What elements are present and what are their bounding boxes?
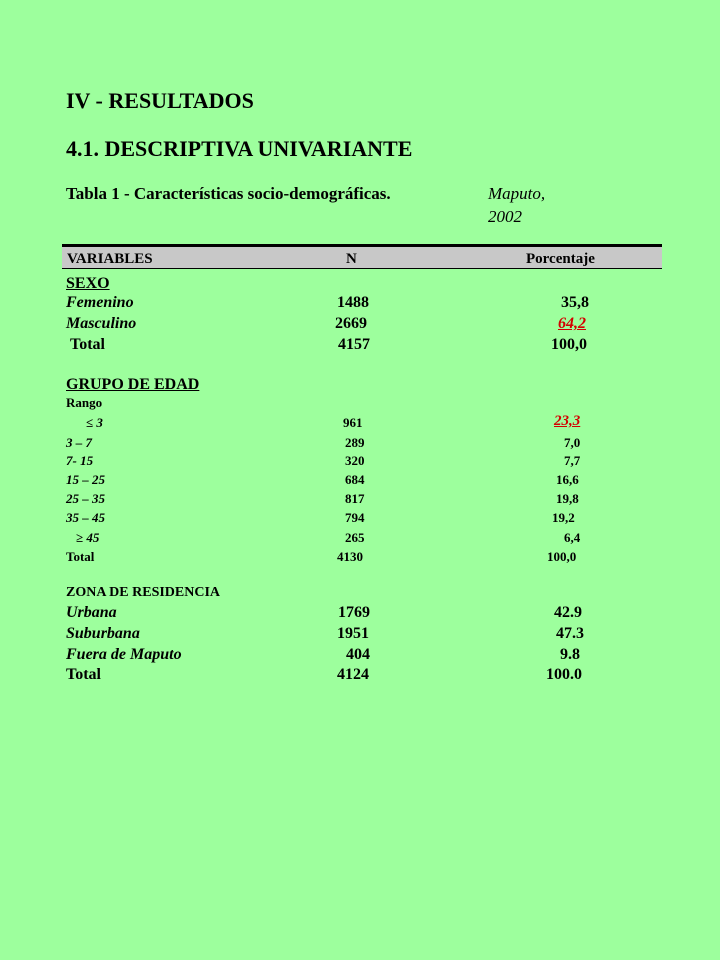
row-n: 4130 — [337, 549, 363, 564]
row-label: 35 – 45 — [66, 510, 105, 525]
table-caption-year: 2002 — [488, 207, 522, 226]
header-n: N — [346, 251, 357, 267]
header-porcentaje: Porcentaje — [526, 251, 595, 267]
row-pct: 7,7 — [564, 453, 581, 468]
table-header-rule — [62, 268, 662, 269]
row-pct: 19,8 — [556, 491, 579, 506]
row-n: 1488 — [337, 294, 369, 311]
row-label: ≤ 3 — [86, 415, 103, 430]
row-n: 794 — [345, 510, 365, 525]
row-label: Total — [66, 666, 101, 683]
row-pct: 35,8 — [561, 294, 589, 311]
row-pct: 6,4 — [564, 530, 581, 545]
row-label: Fuera de Maputo — [66, 646, 182, 663]
row-pct: 42.9 — [554, 604, 582, 621]
row-n: 404 — [346, 646, 370, 663]
row-n: 4157 — [338, 336, 370, 353]
row-n: 289 — [345, 435, 365, 450]
row-label: 25 – 35 — [66, 491, 105, 506]
row-label: ≥ 45 — [76, 530, 100, 545]
row-label: Suburbana — [66, 625, 140, 642]
row-label: Urbana — [66, 604, 117, 621]
row-pct: 47.3 — [556, 625, 584, 642]
row-pct-highlighted: 23,3 — [554, 413, 581, 429]
row-label: 7- 15 — [66, 453, 94, 468]
row-label: Total — [66, 549, 95, 564]
row-pct: 7,0 — [564, 435, 581, 450]
row-label: 15 – 25 — [66, 472, 105, 487]
section-zona-title: ZONA DE RESIDENCIA — [66, 585, 221, 600]
row-label: 3 – 7 — [66, 435, 92, 450]
row-pct: 100.0 — [546, 666, 582, 683]
row-pct: 100,0 — [551, 336, 587, 353]
table-caption: Tabla 1 - Características socio-demográficas. — [66, 184, 391, 203]
row-n: 684 — [345, 472, 365, 487]
row-n: 320 — [345, 453, 365, 468]
row-pct: 16,6 — [556, 472, 579, 487]
row-pct-highlighted: 64,2 — [558, 315, 586, 332]
section-edad-subtitle: Rango — [66, 395, 103, 410]
row-n: 961 — [343, 415, 363, 430]
row-label: Femenino — [66, 294, 134, 311]
row-n: 1951 — [337, 625, 369, 642]
row-label: Masculino — [66, 315, 137, 332]
section-sexo-title: SEXO — [66, 275, 110, 292]
subsection-heading: 4.1. DESCRIPTIVA UNIVARIANTE — [66, 136, 413, 161]
row-n: 817 — [345, 491, 365, 506]
row-n: 4124 — [337, 666, 369, 683]
row-n: 265 — [345, 530, 365, 545]
row-pct: 100,0 — [547, 549, 577, 564]
row-pct: 19,2 — [552, 510, 575, 525]
row-n: 1769 — [338, 604, 370, 621]
row-pct: 9.8 — [560, 646, 580, 663]
section-edad-title: GRUPO DE EDAD — [66, 376, 200, 393]
row-label: Total — [70, 336, 105, 353]
row-n: 2669 — [335, 315, 367, 332]
header-variables: VARIABLES — [67, 251, 153, 267]
section-heading: IV - RESULTADOS — [66, 88, 254, 113]
table-caption-place: Maputo, — [488, 184, 546, 203]
